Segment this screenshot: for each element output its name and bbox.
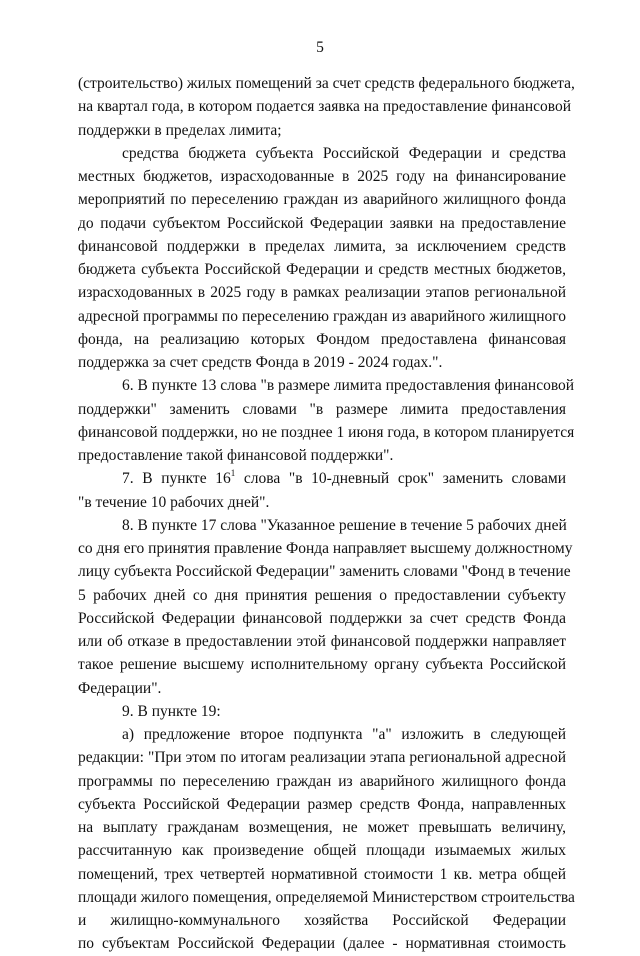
text-line: 8. В пункте 17 слова "Указанное решение в течение 5 рабочих дней <box>122 516 567 534</box>
text-line: средства бюджета субъекта Российской Федерации и средства <box>122 144 566 162</box>
text-line: на квартал года, в котором подается заявка на предоставление финансовой <box>78 98 572 116</box>
text-line: и жилищно-коммунального хозяйства Российской Федерации <box>78 912 566 929</box>
text-line: такое решение высшему исполнительному органу субъекта Российской <box>78 656 566 674</box>
text-line: программы по переселению граждан из аварийного жилищного фонда <box>78 772 566 790</box>
text-line: израсходованных в 2025 году в рамках реализации этапов региональной <box>78 284 566 302</box>
text-line: Федерации". <box>78 679 162 697</box>
text-line: бюджета субъекта Российской Федерации и средств местных бюджетов, <box>78 261 566 278</box>
document-body <box>78 72 575 956</box>
text-line: мероприятий по переселению граждан из аварийного жилищного фонда <box>78 191 566 209</box>
text-line: редакции: "При этом по итогам реализации этапа региональной адресной <box>78 749 566 767</box>
text-line: или об отказе в предоставлении этой финансовой поддержки направляет <box>78 633 566 650</box>
text-line: помещений, трех четвертей нормативной стоимости 1 кв. метра общей <box>78 865 566 883</box>
text-line: на выплату гражданам возмещения, не может превышать величину, <box>78 819 566 836</box>
text-line: фонда, на реализацию которых Фондом предоставлена финансовая <box>78 330 566 348</box>
text-line-item-7 <box>78 467 566 490</box>
text-line: площади жилого помещения, определяемой Министерством строительства <box>78 888 575 906</box>
text-line: до подачи субъектом Российской Федерации заявки на предоставление <box>78 214 566 232</box>
text-line: 9. В пункте 19: <box>122 702 221 720</box>
text-line: финансовой поддержки, но не позднее 1 июня года, в котором планируется <box>78 423 575 441</box>
text-line: поддержки" заменить словами "в размере лимита предоставления <box>78 400 566 418</box>
superscript-marker: 1 <box>230 468 236 479</box>
item-7-text-rest: слова "в 10-дневный срок" заменить словами <box>235 470 566 488</box>
text-line: рассчитанную как произведение общей площади изымаемых жилых <box>78 842 566 860</box>
text-line: субъекта Российской Федерации размер средств Фонда, направленных <box>78 795 566 813</box>
text-line: местных бюджетов, израсходованные в 2025 году на финансирование <box>78 168 566 185</box>
text-line: (строительство) жилых помещений за счет средств федерального бюджета, <box>78 75 575 92</box>
text-line: поддержки в пределах лимита; <box>78 121 282 139</box>
text-line: 5 рабочих дней со дня принятия решения о предоставлении субъекту <box>78 586 566 604</box>
text-line: финансовой поддержки в пределах лимита, за исключением средств <box>78 237 566 255</box>
text-line: предоставление такой финансовой поддержки". <box>78 447 394 464</box>
text-line: а) предложение второе подпункта "а" изложить в следующей <box>122 726 566 743</box>
text-line: по субъектам Российской Федерации (далее - нормативная стоимость <box>78 935 566 953</box>
text-line: поддержка за счет средств Фонда в 2019 - 2024 годах.". <box>78 354 443 371</box>
text-line: "в течение 10 рабочих дней". <box>78 493 270 511</box>
text-line: со дня его принятия правление Фонда направляет высшему должностному <box>78 540 573 557</box>
item-7-text: 7. В пункте 16 <box>122 470 231 488</box>
text-line: адресной программы по переселению граждан из аварийного жилищного <box>78 307 566 325</box>
page-number: 5 <box>316 39 324 56</box>
text-line: лицу субъекта Российской Федерации" заменить словами "Фонд в течение <box>78 563 571 581</box>
text-line: 6. В пункте 13 слова "в размере лимита предоставления финансовой <box>122 377 575 395</box>
text-line: Российской Федерации финансовой поддержки за счет средств Фонда <box>78 609 566 627</box>
